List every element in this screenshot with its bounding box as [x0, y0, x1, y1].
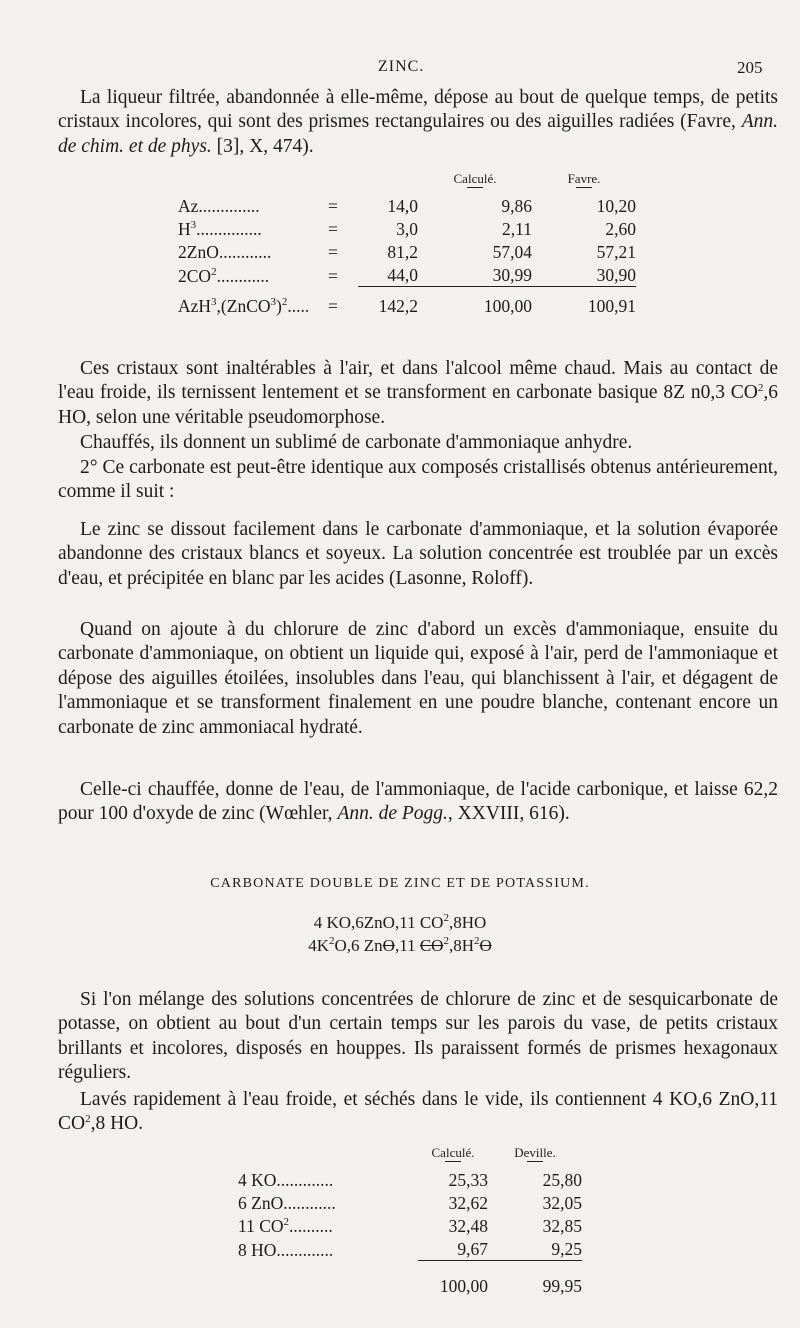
- calculated-value: 9,86: [501, 196, 532, 216]
- col-header-deville: Deville.: [514, 1145, 556, 1160]
- atomic-weight: 81,2: [387, 242, 418, 262]
- formula-atomic: $4K^2O,6$ ZnO,11 $CO^2,8H^2O$: [308, 935, 492, 955]
- col-header-calcule: Calculé.: [453, 171, 497, 186]
- table-total-row: [178, 287, 636, 317]
- calculated-value: 9,67: [418, 1237, 488, 1261]
- calculated-value: 32,48: [448, 1216, 488, 1236]
- composition-table-favre: [178, 168, 636, 317]
- page-header: [0, 58, 800, 82]
- component-label: $H^3$...............: [178, 219, 262, 239]
- equals-sign: =: [328, 219, 338, 239]
- table-row: [238, 1237, 582, 1261]
- favre-value: 30,90: [532, 263, 636, 287]
- total-deville: 99,95: [542, 1276, 582, 1296]
- atomic-weight: 44,0: [358, 263, 418, 287]
- equals-sign: =: [328, 196, 338, 216]
- component-label: 4 KO.............: [238, 1170, 334, 1190]
- total-calculated: 100,00: [483, 295, 532, 316]
- component-label: 11 $CO^2$..........: [238, 1216, 333, 1236]
- atomic-weight: 3,0: [396, 219, 418, 239]
- intro-text-end: [3], X, 474).: [211, 135, 314, 157]
- total-weight: 142,2: [378, 295, 418, 316]
- paragraph-heating: Chauffés, ils donnent un sublimé de carbonate d'ammoniaque anhydre.: [80, 432, 633, 453]
- paragraph-heated: Celle-ci chauffée, donne de l'eau, de l'ammoniaque, de l'acide carbonique, et laisse 62,2 pour 100 d'oxyde de zinc (Wœhler, Ann. de Pogg., XXVIII, 616).: [58, 779, 778, 825]
- favre-value: 2,60: [605, 219, 636, 239]
- deville-value: 32,05: [542, 1193, 582, 1213]
- deville-value: 32,85: [542, 1216, 582, 1236]
- col-header-calcule: Calculé.: [431, 1145, 475, 1160]
- component-label: 2ZnO............: [178, 242, 272, 262]
- paragraph-stability: Ces cristaux sont inaltérables à l'air, et dans l'alcool même chaud. Mais au contact de l'eau froide, ils ternissent lentement et se transforment en carbonate basique 8Z n0,3 $CO^2,6$ HO, selon une véritable pseudomorphose.: [58, 358, 778, 428]
- table-row: [238, 1168, 582, 1191]
- table-row: [238, 1214, 582, 1237]
- section-heading: CARBONATE DOUBLE DE ZINC ET DE POTASSIUM.: [210, 876, 590, 891]
- paragraph-carbonate-2: 2° Ce carbonate est peut-être identique aux composés cristallisés obtenus antérieurement, comme il suit :: [58, 457, 778, 503]
- equals-sign: =: [328, 265, 338, 286]
- intro-text: La liqueur filtrée, abandonnée à elle-même, dépose au bout de quelque temps, de petits cristaux incolores, qui sont des prismes rectangulaires ou des aiguilles radiées (Favre,: [58, 87, 778, 133]
- table-row: [178, 217, 636, 240]
- calculated-value: 57,04: [492, 242, 532, 262]
- component-label: 6 ZnO............: [238, 1193, 336, 1213]
- calculated-value: 32,62: [448, 1193, 488, 1213]
- table-row: [178, 263, 636, 287]
- calculated-value: 2,11: [502, 219, 532, 239]
- calculated-value: 25,33: [448, 1170, 488, 1190]
- component-label: 8 HO.............: [238, 1239, 334, 1260]
- atomic-weight: 14,0: [387, 196, 418, 216]
- col-header-favre: Favre.: [567, 171, 601, 186]
- paragraph-chloride: Quand on ajoute à du chlorure de zinc d'abord un excès d'ammoniaque, ensuite du carbonate d'ammoniaque, on obtient un liquide qui, exposé à l'air, perd de l'ammoniaque et dépose des aiguilles étoilées, insolubles dans l'eau, qui blanchissent à l'air, et dégagent de l'ammoniaque et se transforment finalement en une poudre blanche, contenant encore un carbonate de zinc ammoniacal hydraté.: [58, 619, 778, 738]
- table-row: [178, 240, 636, 263]
- equals-sign: =: [328, 242, 338, 262]
- composition-table-deville: [238, 1142, 582, 1297]
- paragraph-dissolution: Le zinc se dissout facilement dans le carbonate d'ammoniaque, et la solution évaporée abandonne des cristaux blancs et soyeux. La solution concentrée est troublée par un excès d'eau, et précipitée en blanc par les acides (Lasonne, Roloff).: [58, 519, 778, 589]
- paragraph-preparation: Si l'on mélange des solutions concentrées de chlorure de zinc et de sesquicarbonate de potasse, on obtient au bout d'un certain temps sur les parois du vase, de petits cristaux brillants et incolores, disposés en houppes. Ils paraissent formés de prismes hexagonaux réguliers.: [58, 989, 778, 1084]
- component-label: $2CO^2$............: [178, 265, 270, 286]
- favre-value: 57,21: [596, 242, 636, 262]
- favre-value: 10,20: [596, 196, 636, 216]
- table-row: [178, 194, 636, 217]
- deville-value: 25,80: [542, 1170, 582, 1190]
- intro-citation: Ann. de chim. et de phys.: [58, 111, 778, 157]
- calculated-value: 30,99: [418, 263, 532, 287]
- table-row: [238, 1191, 582, 1214]
- paragraph-composition: Lavés rapidement à l'eau froide, et séchés dans le vide, ils contiennent 4 KO,6 ZnO,11 $CO^2,8$ HO.: [58, 1089, 778, 1135]
- total-favre: 100,91: [587, 295, 636, 316]
- total-label: AzH$^3$,(ZnCO$^3$)$^2$.....: [178, 295, 310, 316]
- equals-sign: =: [328, 295, 338, 316]
- page-number: 205: [737, 58, 763, 77]
- component-label: Az..............: [178, 196, 260, 216]
- deville-value: 9,25: [488, 1237, 582, 1261]
- formula-equivalent: 4 KO,6ZnO,11 $CO^2,8HO$: [313, 912, 487, 932]
- total-calculated: 100,00: [439, 1276, 488, 1296]
- running-title: ZINC.: [378, 58, 425, 75]
- table-total-row: [238, 1261, 582, 1298]
- intro-paragraph: [58, 86, 778, 159]
